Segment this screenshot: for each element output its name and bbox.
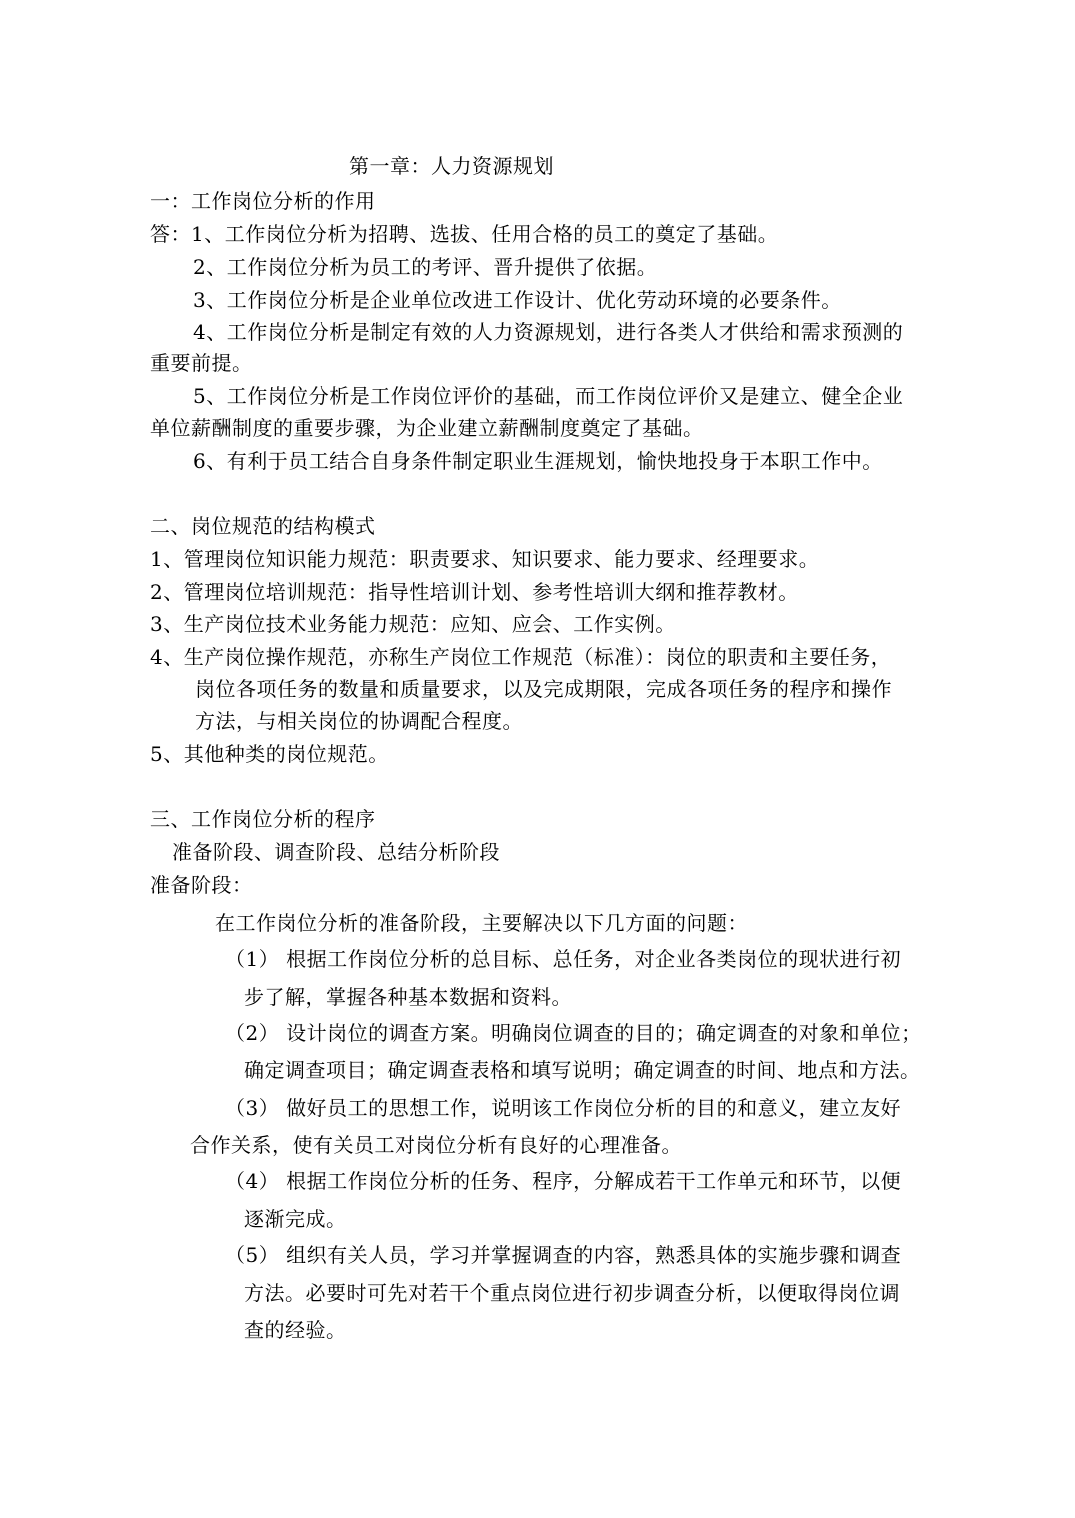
section2-item2: 2、管理岗位培训规范：指导性培训计划、参考性培训大纲和推荐教材。 (150, 580, 799, 604)
prep-item5-line1: （5） 组织有关人员，学习并掌握调查的内容，熟悉具体的实施步骤和调查 (225, 1243, 902, 1267)
section1-item5-line2: 单位薪酬制度的重要步骤，为企业建立薪酬制度奠定了基础。 (150, 416, 704, 440)
section1-item4-line1: 4、工作岗位分析是制定有效的人力资源规划，进行各类人才供给和需求预测的 (193, 320, 904, 344)
prep-item3-line2: 合作关系，使有关员工对岗位分析有良好的心理准备。 (190, 1133, 682, 1157)
prep-item5-line3: 查的经验。 (244, 1318, 347, 1342)
prep-item3-line1: （3） 做好员工的思想工作，说明该工作岗位分析的目的和意义，建立友好 (225, 1096, 902, 1120)
section3-prep-label: 准备阶段： (150, 873, 253, 897)
section1-item4-line2: 重要前提。 (150, 351, 253, 375)
section2-item1: 1、管理岗位知识能力规范：职责要求、知识要求、能力要求、经理要求。 (150, 547, 820, 571)
section1-item5-line1: 5、工作岗位分析是工作岗位评价的基础，而工作岗位评价又是建立、健全企业 (193, 384, 904, 408)
section2-item4-line2: 岗位各项任务的数量和质量要求，以及完成期限，完成各项任务的程序和操作 (195, 677, 892, 701)
prep-item2-line1: （2） 设计岗位的调查方案。明确岗位调查的目的；确定调查的对象和单位； (225, 1021, 922, 1045)
section2-item5: 5、其他种类的岗位规范。 (150, 742, 389, 766)
section1-item2: 2、工作岗位分析为员工的考评、晋升提供了依据。 (193, 255, 658, 279)
prep-item2-line2: 确定调查项目；确定调查表格和填写说明；确定调查的时间、地点和方法。 (244, 1058, 921, 1082)
section2-item3: 3、生产岗位技术业务能力规范：应知、应会、工作实例。 (150, 612, 676, 636)
section2-heading: 二、岗位规范的结构模式 (150, 514, 376, 538)
section1-item1: 答：1、工作岗位分析为招聘、选拔、任用合格的员工的奠定了基础。 (150, 222, 779, 246)
section3-prep-intro: 在工作岗位分析的准备阶段，主要解决以下几方面的问题： (215, 911, 748, 935)
prep-item1-line1: （1） 根据工作岗位分析的总目标、总任务，对企业各类岗位的现状进行初 (225, 947, 902, 971)
section1-item3: 3、工作岗位分析是企业单位改进工作设计、优化劳动环境的必要条件。 (193, 288, 842, 312)
section3-heading: 三、工作岗位分析的程序 (150, 807, 376, 831)
section2-item4-line1: 4、生产岗位操作规范，亦称生产岗位工作规范（标准）：岗位的职责和主要任务， (150, 645, 892, 669)
section3-stages: 准备阶段、调查阶段、总结分析阶段 (172, 840, 500, 864)
prep-item5-line2: 方法。必要时可先对若干个重点岗位进行初步调查分析，以便取得岗位调 (244, 1281, 900, 1305)
prep-item1-line2: 步了解，掌握各种基本数据和资料。 (244, 985, 572, 1009)
prep-item4-line2: 逐渐完成。 (244, 1207, 347, 1231)
chapter-title: 第一章：人力资源规划 (349, 154, 554, 178)
section1-item6: 6、有利于员工结合自身条件制定职业生涯规划，愉快地投身于本职工作中。 (193, 449, 883, 473)
section1-heading: 一：工作岗位分析的作用 (150, 189, 376, 213)
prep-item4-line1: （4） 根据工作岗位分析的任务、程序，分解成若干工作单元和环节，以便 (225, 1169, 902, 1193)
section2-item4-line3: 方法，与相关岗位的协调配合程度。 (195, 709, 523, 733)
